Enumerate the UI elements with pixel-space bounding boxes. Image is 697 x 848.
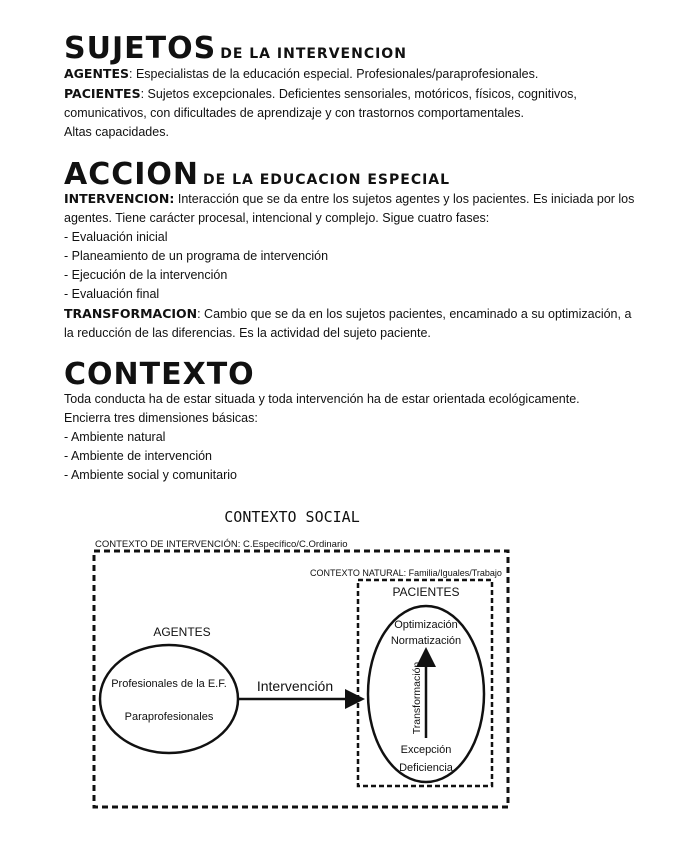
agentes-label: AGENTES	[153, 625, 211, 639]
sujetos-title: SUJETOS	[64, 31, 217, 66]
outer-context-label: CONTEXTO DE INTERVENCIÓN: C.Específico/C.Ordinario	[95, 539, 348, 550]
pacientes-text: : Sujetos excepcionales. Deficientes sensoriales, motóricos, físicos, cognitivos, comunicativos, con dificultades de aprendizaje y con trastornos comportamentales.	[64, 87, 577, 120]
contexto-line-1: Toda conducta ha de estar situada y toda intervención ha de estar orientada ecológicamente.	[64, 392, 580, 406]
natural-context-label: CONTEXTO NATURAL: Familia/Iguales/Trabajo	[310, 568, 502, 578]
contexto-title: CONTEXTO	[64, 357, 255, 392]
fase-item: - Evaluación inicial	[64, 230, 168, 244]
agentes-text: : Especialistas de la educación especial. Profesionales/paraprofesionales.	[129, 67, 539, 81]
pacientes-term: PACIENTES	[64, 86, 141, 101]
agentes-item: Profesionales de la E.F.	[111, 678, 227, 690]
pacientes-bottom-item: Excepción	[400, 744, 452, 756]
pacientes-label: PACIENTES	[392, 585, 460, 599]
fase-item: - Evaluación final	[64, 287, 160, 301]
dimension-item: - Ambiente natural	[64, 430, 166, 444]
accion-subtitle: DE LA EDUCACION ESPECIAL	[203, 172, 451, 188]
intervencion-text: Interacción que se da entre los sujetos agentes y los pacientes. Es iniciada por los agentes. Tiene carácter procesal, intencional y complejo. Sigue cuatro fases:	[64, 192, 635, 225]
agentes-item: Paraprofesionales	[124, 711, 214, 723]
accion-title: ACCION	[64, 157, 200, 192]
dimension-item: - Ambiente social y comunitario	[64, 468, 237, 482]
intervencion-term: INTERVENCION:	[64, 191, 175, 206]
fase-item: - Planeamiento de un programa de intervención	[64, 249, 329, 263]
pacientes-bottom-item: Deficiencia	[399, 762, 453, 774]
sujetos-subtitle: DE LA INTERVENCION	[220, 46, 407, 62]
agentes-ellipse	[100, 645, 238, 753]
arrow-label: Intervención	[256, 678, 334, 694]
altas-capacidades: Altas capacidades.	[64, 125, 169, 139]
dimension-item: - Ambiente de intervención	[64, 449, 213, 463]
transformacion-term: TRANSFORMACION	[64, 306, 198, 321]
vertical-label: Transformación	[411, 661, 423, 735]
diagram-title: CONTEXTO SOCIAL	[224, 508, 360, 526]
contexto-line-2: Encierra tres dimensiones básicas:	[64, 411, 258, 425]
pacientes-top-item: Normatización	[390, 635, 462, 647]
pacientes-top-item: Optimización	[394, 619, 458, 631]
agentes-term: AGENTES	[64, 66, 130, 81]
transformacion-text: : Cambio que se da en los sujetos pacientes, encaminado a su optimización, a la reducción de las diferencias. Es la actividad del sujeto paciente.	[64, 307, 632, 340]
fase-item: - Ejecución de la intervención	[64, 268, 228, 282]
